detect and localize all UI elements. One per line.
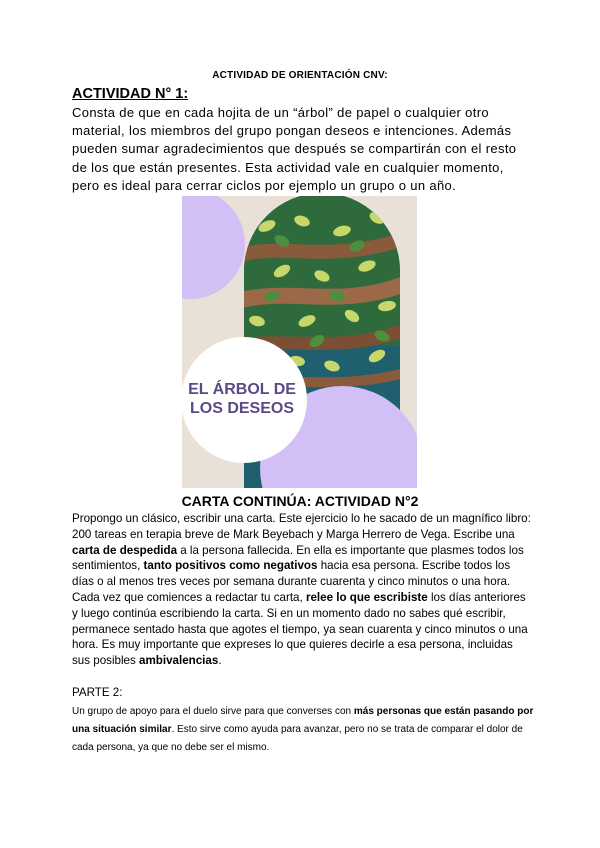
part2-text-1: Un grupo de apoyo para el duelo sirve para que converses con	[72, 706, 354, 717]
activity2-text-2: a la persona fallecida. En ella es importante que plasmes todos los sentimientos,	[72, 543, 524, 573]
activity2-bold-2: tanto positivos como negativos	[143, 559, 318, 573]
activity1-body: Consta de que en cada hojita de un “árbol” de papel o cualquier otro material, los miembros del grupo pongan deseos e intenciones. Además pueden sumar agradecimientos que después se compartirán con el resto de los que están presentes. Esta actividad vale en cualquier momento, pero es ideal para cerrar ciclos por ejemplo un grupo o un año.	[72, 105, 517, 193]
page-title: ACTIVIDAD DE ORIENTACIÓN CNV:	[212, 70, 388, 81]
activity1-heading: ACTIVIDAD N° 1:	[72, 86, 189, 102]
part2-bold-1: más personas que están pasando por una situación similar	[72, 706, 534, 735]
activity2-text-3: hacia esa persona. Escribe todos los días o al menos tres veces por semana durante cuarenta y cinco minutos o una hora. Cada vez que comiences a redactar tu carta,	[72, 559, 511, 604]
activity2-bold-4: ambivalencias	[139, 654, 219, 668]
activity2-bold-3: relee lo que escribiste	[305, 590, 428, 604]
activity2-text-5: .	[218, 654, 222, 668]
lavender-circle-top	[182, 196, 245, 299]
activity2-text-4: los días anteriores y luego continúa escribiendo la carta. Si en un momento dado no sabes qué escribir, permanece sentado hasta que agotes el tiempo, ya sean cuarenta y cinco minutos o una hora. Es muy importante que expreses lo que quieres decirle a esa persona, incluidas sus posibles	[72, 590, 528, 668]
poster-title-line1: EL ÁRBOL DE	[188, 381, 296, 398]
part2-label: PARTE 2:	[72, 686, 123, 699]
part2-body	[72, 703, 534, 756]
activity2-heading: CARTA CONTINÚA: ACTIVIDAD N°2	[181, 493, 419, 509]
activity2-bold-1: carta de despedida	[72, 543, 178, 557]
activity2-body	[72, 511, 534, 669]
tree-of-wishes-poster	[182, 196, 417, 488]
poster-illustration	[182, 196, 417, 488]
activity2-text-1: Propongo un clásico, escribir una carta. Este ejercicio lo he sacado de un magnífico libro: 200 tareas en terapia breve de Mark Beyebach y Marga Herrero de Vega. Escribe una	[72, 512, 531, 541]
poster-title-line2: LOS DESEOS	[189, 400, 295, 417]
part2-text-2: . Esto sirve como ayuda para avanzar, pero no se trata de comparar el dolor de cada persona, ya que no debe ser el mismo.	[72, 723, 523, 753]
